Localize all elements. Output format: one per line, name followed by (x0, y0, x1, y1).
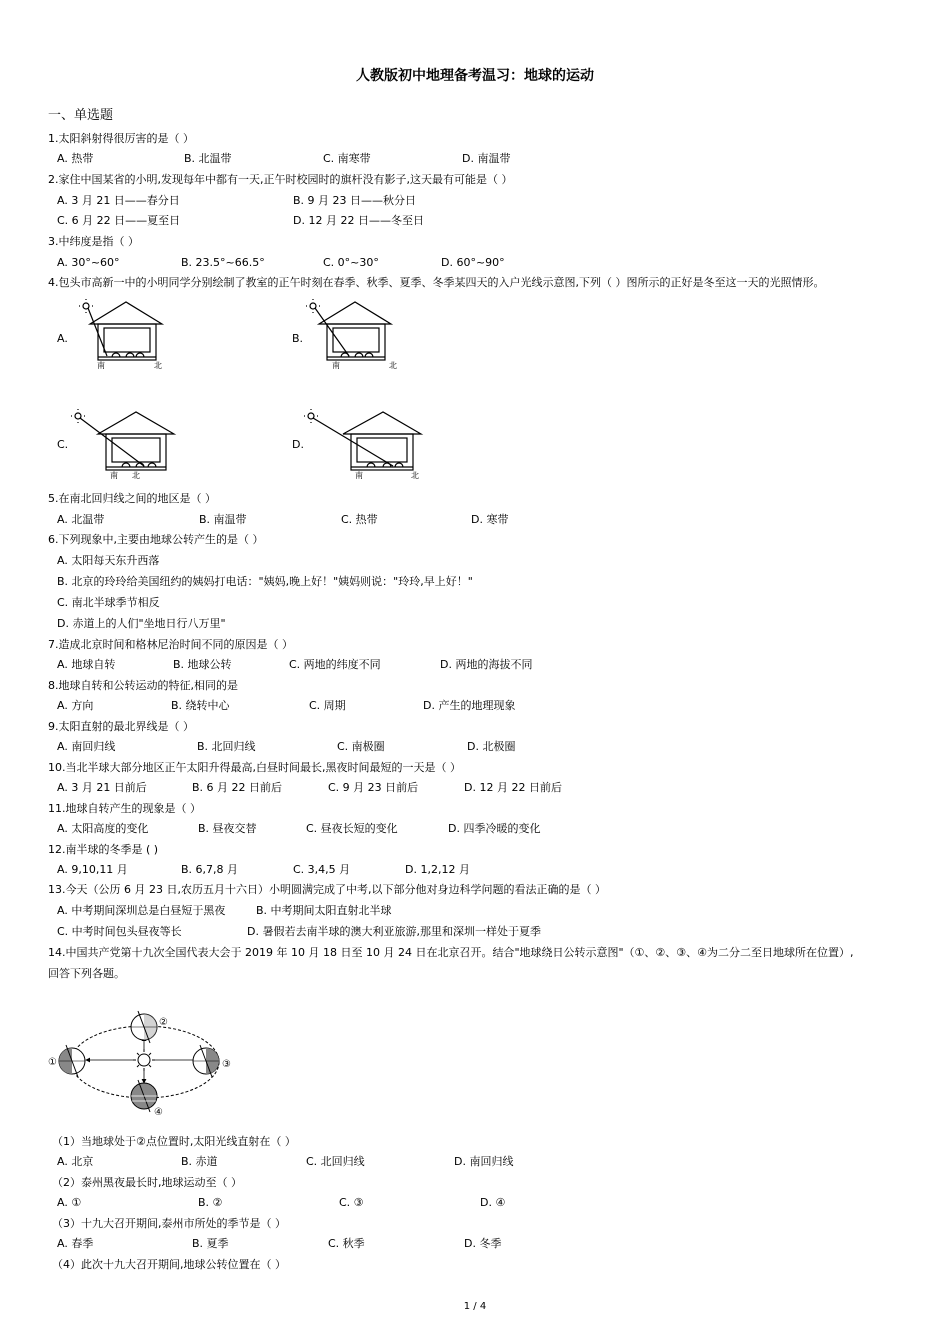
q1-option-d[interactable]: D. 南温带 (462, 152, 511, 165)
q13-option-b[interactable]: B. 中考期间太阳直射北半球 (256, 904, 392, 917)
earth-orbit-diagram (48, 1005, 243, 1117)
q2-stem: 2.家住中国某省的小明,发现每年中都有一天,正午时校园时的旗杆没有影子,这天最有可能是（ ） (48, 173, 513, 186)
q1-option-c[interactable]: C. 南寒带 (323, 152, 371, 165)
q2-option-b[interactable]: B. 9 月 23 日——秋分日 (293, 194, 417, 207)
q9-option-d[interactable]: D. 北极圈 (467, 740, 516, 753)
south-label: 南 (97, 361, 105, 370)
earth-position-2 (131, 1011, 157, 1043)
q7-option-d[interactable]: D. 两地的海拔不同 (440, 658, 533, 671)
q13-option-c[interactable]: C. 中考时间包头昼夜等长 (57, 925, 182, 938)
q3-option-d[interactable]: D. 60°~90° (441, 256, 505, 269)
q13-option-d[interactable]: D. 暑假若去南半球的澳大利亚旅游,那里和深圳一样处于夏季 (247, 925, 541, 938)
q11-stem: 11.地球自转产生的现象是（ ） (48, 802, 201, 815)
q9-stem: 9.太阳直射的最北界线是（ ） (48, 720, 194, 733)
q14-sub2-option-a[interactable]: A. ① (57, 1196, 82, 1209)
south-label: 南 (110, 471, 118, 480)
q14-sub3-option-c[interactable]: C. 秋季 (328, 1237, 365, 1250)
page-number: 1 / 4 (463, 1301, 487, 1312)
classroom-sunlight-figure-b (305, 298, 405, 372)
q1-stem: 1.太阳斜射得很厉害的是（ ） (48, 132, 194, 145)
q12-option-b[interactable]: B. 6,7,8 月 (181, 863, 239, 876)
q14-sub1-option-b[interactable]: B. 赤道 (181, 1155, 218, 1168)
q8-option-a[interactable]: A. 方向 (57, 699, 94, 712)
q2-option-d[interactable]: D. 12 月 22 日——冬至日 (293, 214, 424, 227)
q4-option-a[interactable]: A. (57, 332, 68, 345)
classroom-sunlight-figure-a (76, 298, 176, 372)
north-label: 北 (132, 471, 140, 480)
q14-stem-cont: 回答下列各题。 (48, 967, 125, 980)
q10-option-a[interactable]: A. 3 月 21 日前后 (57, 781, 147, 794)
q14-sub2-option-c[interactable]: C. ③ (339, 1196, 364, 1209)
q10-option-c[interactable]: C. 9 月 23 日前后 (328, 781, 419, 794)
q3-option-b[interactable]: B. 23.5°~66.5° (181, 256, 265, 269)
orbit-marker-2: ② (159, 1017, 168, 1028)
sun-icon (133, 1049, 155, 1071)
q11-option-a[interactable]: A. 太阳高度的变化 (57, 822, 149, 835)
q14-sub2-stem: （2）泰州黑夜最长时,地球运动至（ ） (52, 1176, 242, 1189)
q14-sub3-option-a[interactable]: A. 春季 (57, 1237, 94, 1250)
q14-sub2-option-b[interactable]: B. ② (198, 1196, 223, 1209)
north-label: 北 (154, 361, 162, 370)
q13-option-a[interactable]: A. 中考期间深圳总是白昼短于黑夜 (57, 904, 226, 917)
q3-option-c[interactable]: C. 0°~30° (323, 256, 379, 269)
q5-option-b[interactable]: B. 南温带 (199, 513, 247, 526)
orbit-marker-1: ① (48, 1057, 57, 1068)
q6-option-c[interactable]: C. 南北半球季节相反 (57, 596, 160, 609)
q5-option-a[interactable]: A. 北温带 (57, 513, 105, 526)
q11-option-b[interactable]: B. 昼夜交替 (198, 822, 257, 835)
q14-sub3-option-b[interactable]: B. 夏季 (192, 1237, 229, 1250)
q14-sub1-option-d[interactable]: D. 南回归线 (454, 1155, 514, 1168)
south-label: 南 (355, 471, 363, 480)
q8-option-d[interactable]: D. 产生的地理现象 (423, 699, 516, 712)
q3-option-a[interactable]: A. 30°~60° (57, 256, 120, 269)
q5-option-c[interactable]: C. 热带 (341, 513, 378, 526)
q14-sub2-option-d[interactable]: D. ④ (480, 1196, 506, 1209)
q4-option-b[interactable]: B. (292, 332, 304, 345)
q14-sub4-stem: （4）此次十九大召开期间,地球公转位置在（ ） (52, 1258, 286, 1271)
q8-option-c[interactable]: C. 周期 (309, 699, 346, 712)
q14-sub1-option-a[interactable]: A. 北京 (57, 1155, 94, 1168)
q12-option-d[interactable]: D. 1,2,12 月 (405, 863, 470, 876)
q14-stem: 14.中国共产党第十九次全国代表大会于 2019 年 10 月 18 日至 10 月 24 日在北京召开。结合"地球绕日公转示意图"（①、②、③、④为二分二至日地球所在位置）, (48, 946, 854, 959)
q11-option-c[interactable]: C. 昼夜长短的变化 (306, 822, 398, 835)
q4-option-d[interactable]: D. (292, 438, 304, 451)
q14-sub1-option-c[interactable]: C. 北回归线 (306, 1155, 365, 1168)
q7-option-b[interactable]: B. 地球公转 (173, 658, 232, 671)
q14-sub1-stem: （1）当地球处于②点位置时,太阳光线直射在（ ） (52, 1135, 296, 1148)
q5-stem: 5.在南北回归线之间的地区是（ ） (48, 492, 216, 505)
q9-option-c[interactable]: C. 南极圈 (337, 740, 385, 753)
orbit-marker-4: ④ (154, 1107, 163, 1117)
q5-option-d[interactable]: D. 寒带 (471, 513, 509, 526)
q10-stem: 10.当北半球大部分地区正午太阳升得最高,白昼时间最长,黑夜时间最短的一天是（ ） (48, 761, 461, 774)
earth-position-1 (59, 1045, 85, 1077)
q1-option-a[interactable]: A. 热带 (57, 152, 94, 165)
q4-option-c[interactable]: C. (57, 438, 69, 451)
q7-stem: 7.造成北京时间和格林尼治时间不同的原因是（ ） (48, 638, 293, 651)
q10-option-b[interactable]: B. 6 月 22 日前后 (192, 781, 283, 794)
page-title: 人教版初中地理备考温习：地球的运动 (356, 68, 594, 84)
q14-sub3-stem: （3）十九大召开期间,泰州市所处的季节是（ ） (52, 1217, 286, 1230)
q12-option-c[interactable]: C. 3,4,5 月 (293, 863, 351, 876)
q11-option-d[interactable]: D. 四季冷暖的变化 (448, 822, 541, 835)
q7-option-c[interactable]: C. 两地的纬度不同 (289, 658, 381, 671)
q7-option-a[interactable]: A. 地球自转 (57, 658, 116, 671)
q6-stem: 6.下列现象中,主要由地球公转产生的是（ ） (48, 533, 264, 546)
q6-option-d[interactable]: D. 赤道上的人们"坐地日行八万里" (57, 617, 226, 630)
q13-stem: 13.今天（公历 6 月 23 日,农历五月十六日）小明圆满完成了中考,以下部分他对身边科学问题的看法正确的是（ ） (48, 883, 606, 896)
q12-option-a[interactable]: A. 9,10,11 月 (57, 863, 128, 876)
q1-option-b[interactable]: B. 北温带 (184, 152, 232, 165)
q4-stem: 4.包头市高新一中的小明同学分别绘制了教室的正午时刻在春季、秋季、夏季、冬季某四天的入户光线示意图,下列（ ）图所示的正好是冬至这一天的光照情形。 (48, 276, 825, 289)
north-label: 北 (411, 471, 419, 480)
q9-option-a[interactable]: A. 南回归线 (57, 740, 116, 753)
q2-option-a[interactable]: A. 3 月 21 日——春分日 (57, 194, 180, 207)
q14-sub3-option-d[interactable]: D. 冬季 (464, 1237, 502, 1250)
section-heading: 一、单选题 (48, 108, 114, 123)
q6-option-a[interactable]: A. 太阳每天东升西落 (57, 554, 160, 567)
q8-option-b[interactable]: B. 绕转中心 (171, 699, 230, 712)
orbit-marker-3: ③ (222, 1059, 231, 1070)
classroom-sunlight-figure-d (303, 408, 425, 482)
q8-stem: 8.地球自转和公转运动的特征,相同的是 (48, 679, 238, 692)
q9-option-b[interactable]: B. 北回归线 (197, 740, 256, 753)
q10-option-d[interactable]: D. 12 月 22 日前后 (464, 781, 562, 794)
q3-stem: 3.中纬度是指（ ） (48, 235, 139, 248)
q2-option-c[interactable]: C. 6 月 22 日——夏至日 (57, 214, 181, 227)
classroom-sunlight-figure-c (70, 408, 180, 482)
north-label: 北 (389, 361, 397, 370)
q6-option-b[interactable]: B. 北京的玲玲给美国纽约的姨妈打电话："姨妈,晚上好！"姨妈则说："玲玲,早上好！" (57, 575, 473, 588)
south-label: 南 (332, 361, 340, 370)
q12-stem: 12.南半球的冬季是 ( ) (48, 843, 159, 856)
